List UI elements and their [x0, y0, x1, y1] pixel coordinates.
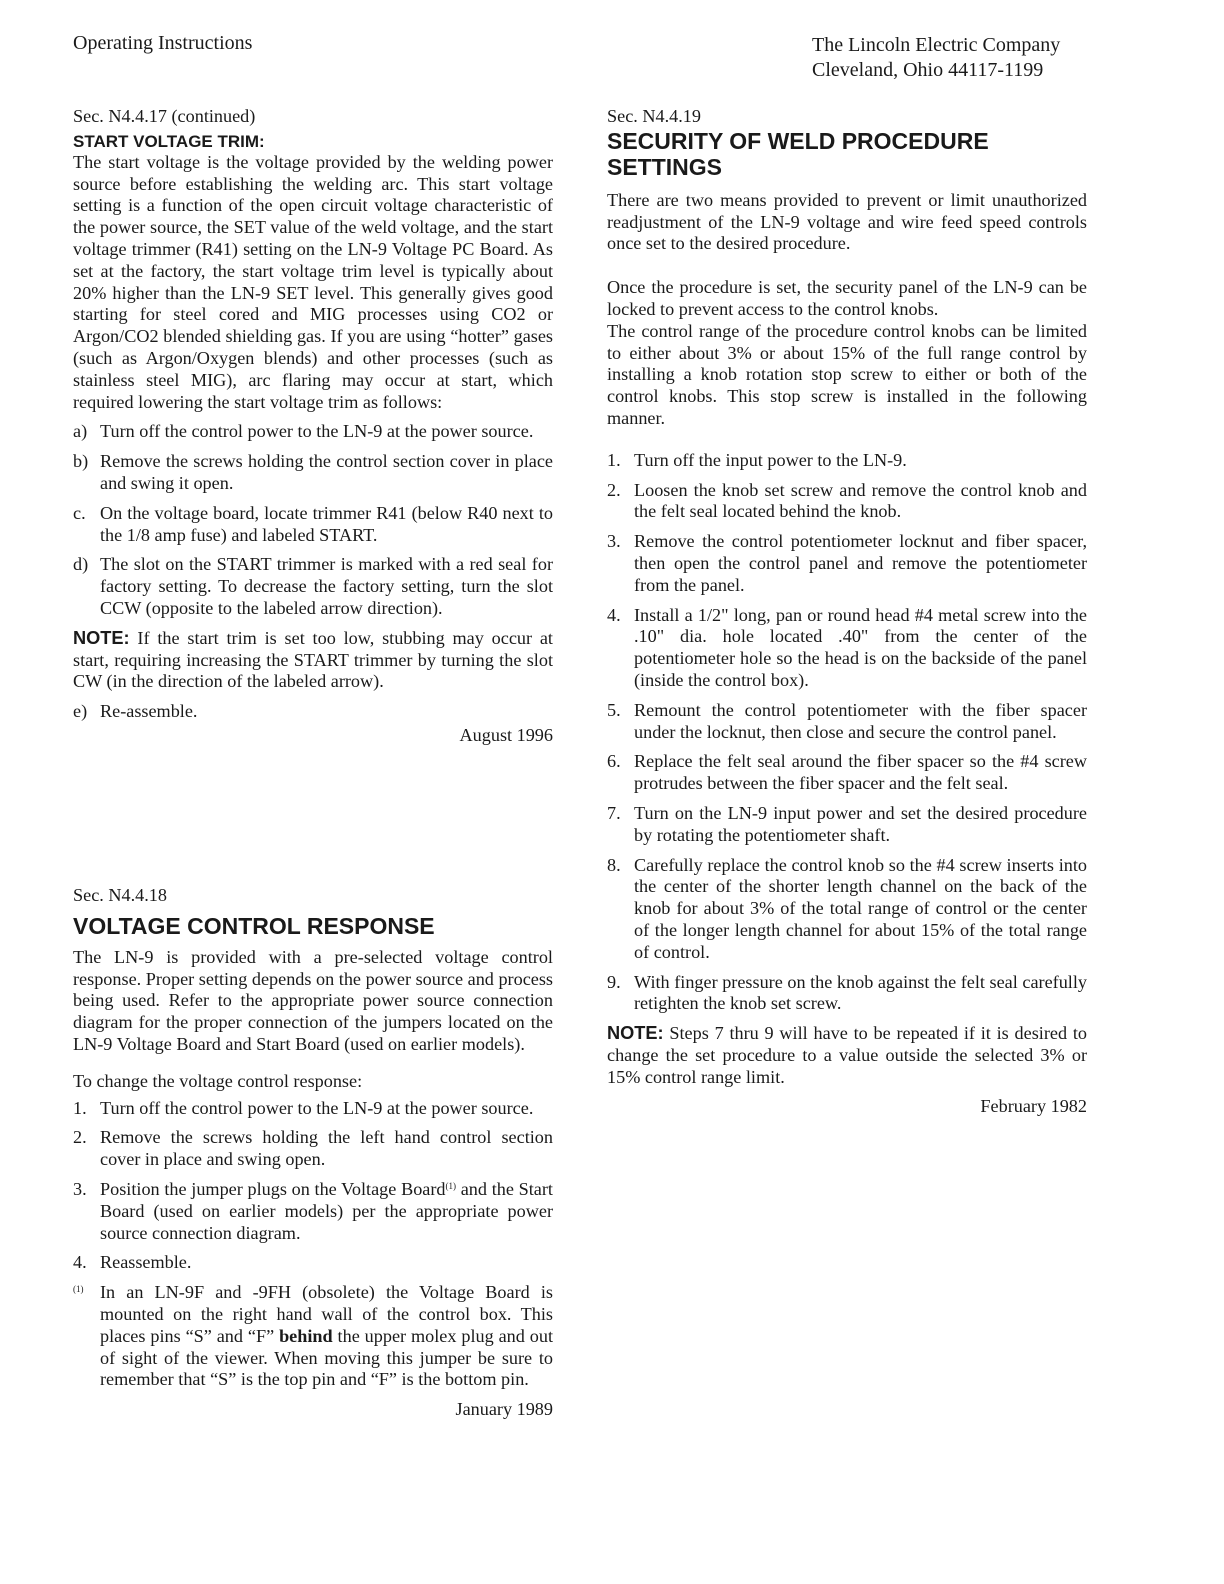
step-text: Replace the felt seal around the fiber spacer so the #4 screw protrudes between the fiber spacer and the felt seal.	[634, 751, 1087, 794]
note	[607, 1023, 1087, 1088]
step-text: Turn off the control power to the LN-9 at the power source.	[100, 421, 534, 442]
company-address: Cleveland, Ohio 44117-1199	[812, 59, 1044, 81]
step-item: 3. Position the jumper plugs on the Voltage Board$^{(1)}$ and the Start Board (used on earlier models) per the appropriate power source connection diagram.	[73, 1178, 553, 1243]
intro-paragraph: The start voltage is the voltage provided by the welding power source before establishing the welding arc. This start voltage setting is a function of the open circuit voltage characteristic of the power source, the SET value of the weld voltage, and the start voltage trimmer (R41) setting on the LN-9 Voltage PC Board. As set at the factory, the start voltage trim level is typically about 20% higher than the LN-9 SET level. This generally gives good starting for steel cored and MIG processes using CO2 or Argon/CO2 blended shielding gas. If you are using “hotter” gases (such as Argon/Oxygen blends) and other processes (such as stainless steel MIG), arc flaring may occur at start, which required lowering the start voltage trim as follows:	[73, 151, 553, 412]
section-title: START VOLTAGE TRIM:	[73, 131, 265, 151]
step-item	[73, 421, 553, 443]
section-title: VOLTAGE CONTROL RESPONSE	[73, 912, 435, 939]
step-item	[73, 554, 553, 619]
step-item	[607, 450, 1087, 472]
step-text: Reassemble.	[100, 1252, 192, 1273]
step-text: Re-assemble.	[100, 701, 198, 722]
section-title: SECURITY OF WELD PROCEDURE SETTINGS	[607, 127, 989, 180]
step-marker: 5.	[607, 699, 621, 720]
step-marker: 3.	[607, 531, 621, 552]
step-marker: 1.	[607, 449, 621, 470]
step-text: Remove the control potentiometer locknut and fiber spacer, then open the control panel and remove the potentiometer from the panel.	[634, 531, 1087, 595]
footnote: $^{(1)}$ In an LN-9F and -9FH (obsolete) the Voltage Board is mounted on the right hand wall of the control box. This places pins “S” and “F” behind the upper molex plug and out of sight of the viewer. When moving this jumper be sure to remember that “S” is the top pin and “F” is the bottom pin.	[73, 1282, 553, 1390]
intro-paragraph: The LN-9 is provided with a pre-selected voltage control response. Proper setting depends on the power source and process being used. Refer to the appropriate power source connection diagram for the proper connection of the jumpers located on the LN-9 Voltage Board and Start Board (used on earlier models).	[73, 946, 553, 1054]
step-text: Turn off the input power to the LN-9.	[634, 449, 907, 470]
step-text: Remove the screws holding the left hand control section cover in place and swing open.	[100, 1127, 553, 1170]
step-text: Remount the control potentiometer with the fiber spacer under the locknut, then close and secure the control panel.	[634, 699, 1087, 742]
header-right	[812, 33, 1060, 83]
note	[73, 628, 553, 693]
section-start-voltage-trim	[73, 106, 553, 747]
note-text: Steps 7 thru 9 will have to be repeated if it is desired to change the set procedure to a value outside the selected 3% or 15% control range limit.	[607, 1023, 1087, 1087]
lead-text: To change the voltage control response:	[73, 1070, 363, 1091]
step-marker: 9.	[607, 971, 621, 992]
paragraph: Once the procedure is set, the security panel of the LN-9 can be locked to prevent access to the control knobs.	[607, 277, 1087, 319]
step-text: Carefully replace the control knob so the #4 screw inserts into the center of the shorter length channel on the back of the knob for about 3% of the total range of control or the center of the longer length channel for about 15% of the total range of control.	[634, 854, 1087, 962]
step-marker: c.	[73, 502, 86, 523]
section-voltage-control-response	[73, 885, 553, 1421]
section-label: Sec. N4.4.19	[607, 106, 701, 126]
revision-date: January 1989	[455, 1399, 553, 1420]
step-item: 1. Turn off the control power to the LN-9 at the power source.	[73, 1098, 553, 1120]
step-item	[607, 855, 1087, 964]
note-label: NOTE:	[73, 627, 130, 648]
step-text: With finger pressure on the knob against the felt seal carefully retighten the knob set screw.	[634, 971, 1087, 1014]
step-text: The slot on the START trimmer is marked with a red seal for factory setting. To decrease the factory setting, turn the slot CCW (opposite to the labeled arrow direction).	[100, 554, 553, 618]
footnote-marker: (1)	[73, 1284, 84, 1295]
step-text: On the voltage board, locate trimmer R41 (below R40 next to the 1/8 amp fuse) and labeled START.	[100, 502, 553, 545]
step-item	[607, 605, 1087, 692]
step-item	[73, 451, 553, 495]
revision-date: February 1982	[980, 1096, 1087, 1117]
section-security-of-weld-procedure-settings	[607, 106, 1087, 1118]
note-label: NOTE:	[607, 1023, 664, 1044]
revision-date: August 1996	[459, 724, 553, 745]
step-marker: b)	[73, 451, 89, 472]
step-text: Remove the screws holding the control section cover in place and swing it open.	[100, 451, 553, 493]
step-item	[607, 803, 1087, 847]
step-item	[607, 480, 1087, 524]
header-left: Operating Instructions	[73, 32, 253, 54]
step-list	[73, 421, 553, 619]
step-marker: 2.	[607, 479, 621, 500]
step-text: Position the jumper plugs on the Voltage Board$^{(1)}$ and the Start Board (used on earlier models) per the appropriate power source connection diagram.	[100, 1178, 553, 1243]
step-marker: a)	[73, 421, 88, 442]
step-text: Turn off the control power to the LN-9 at the power source.	[100, 1097, 534, 1118]
step-item	[607, 751, 1087, 795]
step-list	[607, 450, 1087, 1015]
footnote-ref: (1)	[445, 1180, 457, 1191]
step-item	[73, 503, 553, 547]
step-text: Turn on the LN-9 input power and set the desired procedure by rotating the potentiometer shaft.	[634, 802, 1087, 845]
step-marker: 4.	[607, 604, 621, 625]
step-marker: e)	[73, 701, 88, 722]
step-text: Loosen the knob set screw and remove the control knob and the felt seal located behind the knob.	[634, 479, 1087, 522]
step-marker: d)	[73, 554, 89, 575]
section-label: Sec. N4.4.18	[73, 885, 167, 905]
paragraph: The control range of the procedure control knobs can be limited to either about 3% or about 15% of the full range control by installing a knob rotation stop screw to either or both of the control knobs. This stop screw is installed in the following manner.	[607, 320, 1087, 428]
step-marker: 8.	[607, 854, 621, 875]
step-item	[607, 531, 1087, 596]
step-item	[73, 701, 553, 723]
step-item	[607, 972, 1087, 1016]
step-item	[607, 700, 1087, 744]
step-item: 4. Reassemble.	[73, 1252, 553, 1274]
intro-paragraph: There are two means provided to prevent or limit unauthorized readjustment of the LN-9 voltage and wire feed speed controls once set to the desired procedure.	[607, 189, 1087, 254]
step-text: Install a 1/2" long, pan or round head #4 metal screw into the .10" dia. hole located .40" from the center of the potentiometer hole so the head is on the backside of the panel (inside the control box).	[634, 604, 1087, 690]
step-marker: 6.	[607, 751, 621, 772]
company-name: The Lincoln Electric Company	[812, 34, 1061, 56]
section-label: Sec. N4.4.17 (continued)	[73, 106, 256, 126]
step-item: 2. Remove the screws holding the left hand control section cover in place and swing open.	[73, 1127, 553, 1170]
step-marker: 7.	[607, 802, 621, 823]
note-text: If the start trim is set too low, stubbing may occur at start, requiring increasing the START trimmer by turning the slot CW (in the direction of the labeled arrow).	[73, 627, 553, 692]
